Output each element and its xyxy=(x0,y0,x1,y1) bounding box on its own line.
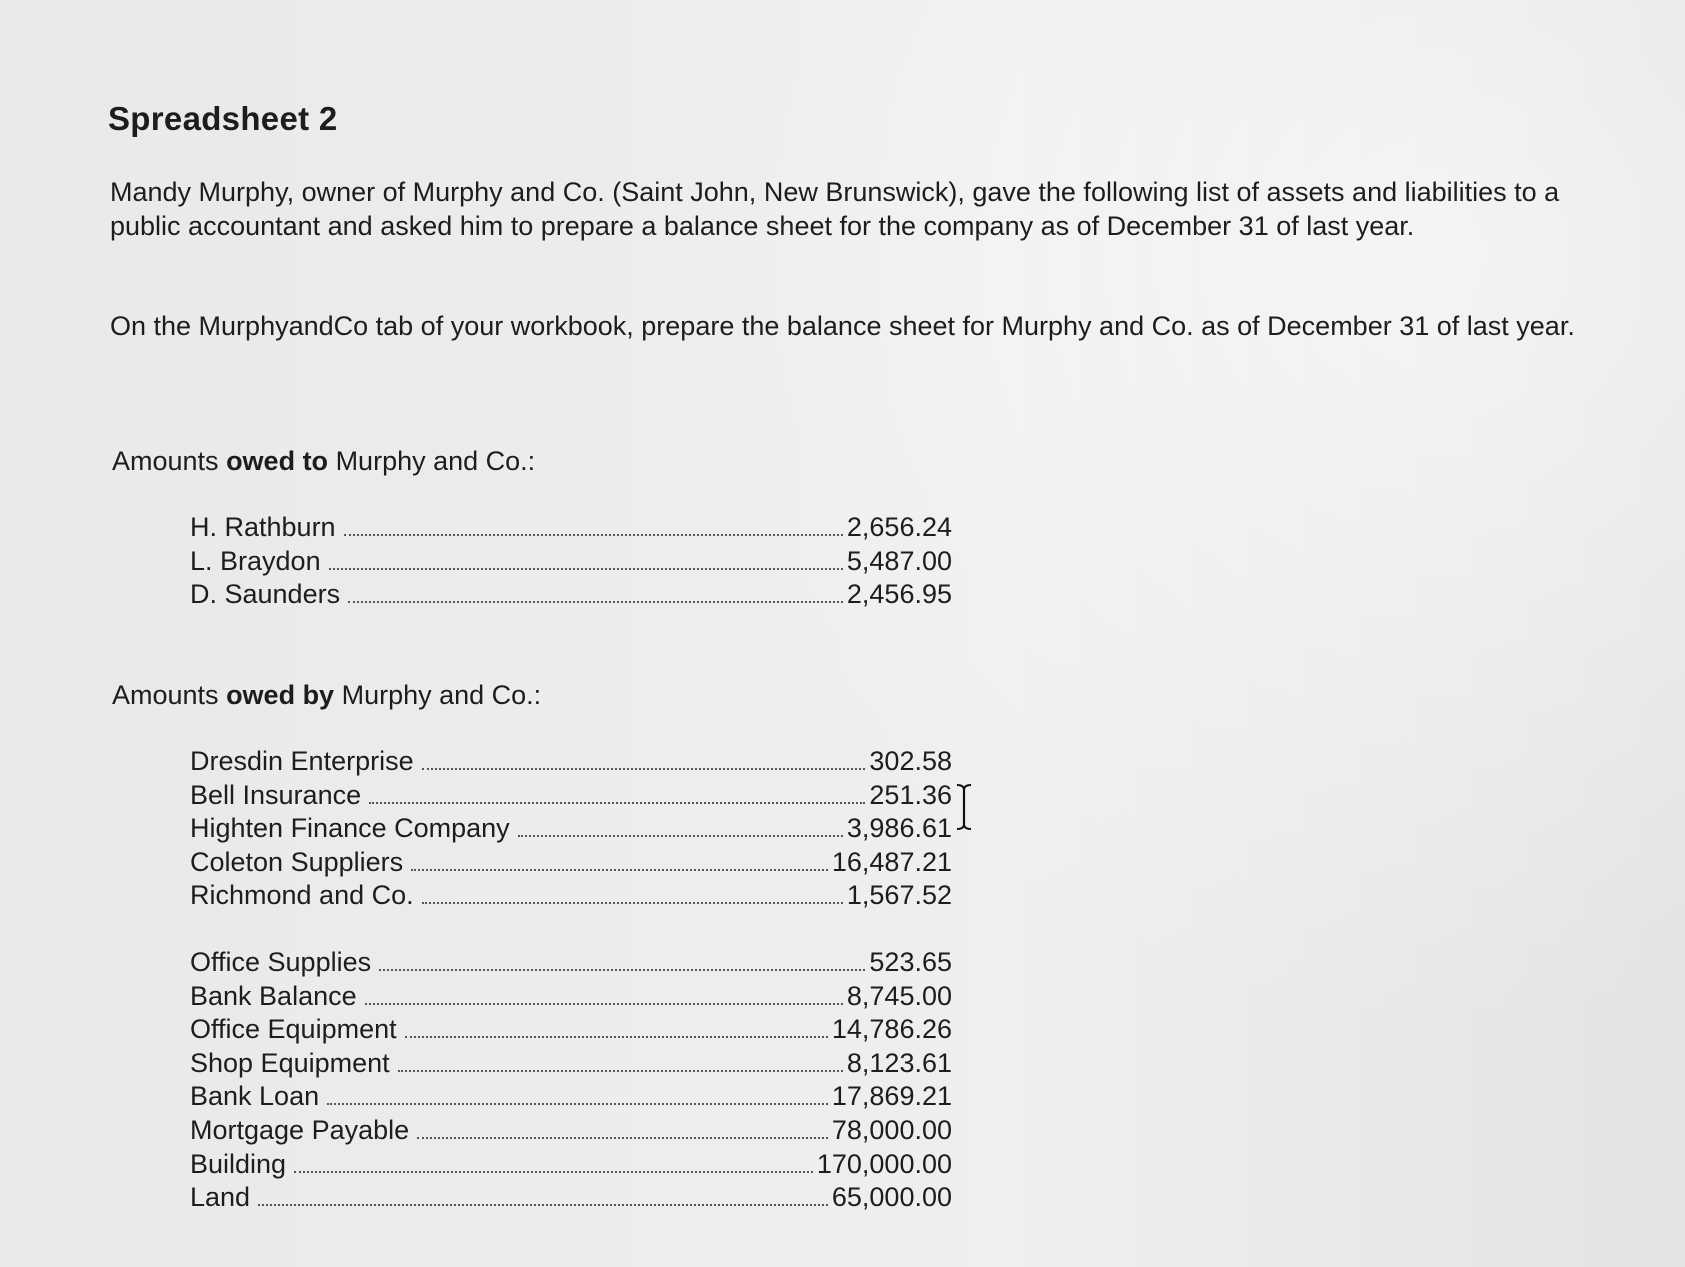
owed-to-heading-post: Murphy and Co.: xyxy=(328,446,536,476)
item-label: Richmond and Co. xyxy=(190,880,414,911)
item-amount: 8,123.61 xyxy=(846,1047,952,1078)
dot-leader xyxy=(258,1204,828,1206)
page-title: Spreadsheet 2 xyxy=(108,100,338,137)
list-item xyxy=(190,847,952,881)
owed-to-heading-pre: Amounts xyxy=(112,446,227,476)
item-label: Office Equipment xyxy=(190,1014,397,1045)
list-item xyxy=(190,1115,952,1149)
item-label: Bell Insurance xyxy=(190,779,362,810)
item-amount: 251.36 xyxy=(869,779,952,810)
list-item xyxy=(190,981,952,1015)
list-item xyxy=(190,1048,952,1082)
list-item xyxy=(190,813,952,847)
list-item xyxy=(190,880,952,914)
list-item xyxy=(190,579,952,613)
item-amount: 5,487.00 xyxy=(846,545,952,576)
list-item xyxy=(190,1014,952,1048)
item-amount: 1,567.52 xyxy=(846,880,952,911)
list-item xyxy=(190,780,952,814)
item-amount: 302.58 xyxy=(869,746,952,776)
dot-leader xyxy=(379,969,865,971)
item-amount: 17,869.21 xyxy=(831,1081,952,1112)
dot-leader xyxy=(294,1171,813,1173)
owed-to-heading xyxy=(112,446,535,477)
item-label: Bank Loan xyxy=(190,1081,320,1112)
item-amount: 16,487.21 xyxy=(831,846,952,877)
dot-leader xyxy=(422,902,843,904)
owed-by-heading-post: Murphy and Co.: xyxy=(334,680,542,710)
dot-leader xyxy=(327,1103,828,1105)
item-amount: 65,000.00 xyxy=(831,1182,952,1213)
item-amount: 2,456.95 xyxy=(846,579,952,610)
dot-leader xyxy=(398,1070,843,1072)
item-label: Highten Finance Company xyxy=(190,813,510,844)
item-amount: 523.65 xyxy=(869,947,952,977)
item-label: Office Supplies xyxy=(190,947,372,977)
dot-leader xyxy=(348,601,843,603)
list-item xyxy=(190,1182,952,1216)
text-cursor-icon xyxy=(953,782,975,832)
item-label: Mortgage Payable xyxy=(190,1114,410,1145)
instruction-paragraph: On the MurphyandCo tab of your workbook, prepare the balance sheet for Murphy and Co. as of December 31 of last year. xyxy=(110,311,1575,341)
list-item xyxy=(190,746,952,780)
owed-to-heading-bold: owed to xyxy=(226,446,329,476)
dot-leader xyxy=(411,869,828,871)
list-item xyxy=(190,546,952,580)
item-label: D. Saunders xyxy=(190,579,341,610)
owed-by-heading-pre: Amounts xyxy=(112,680,227,710)
list-item xyxy=(190,947,952,981)
dot-leader xyxy=(405,1036,828,1038)
item-amount: 14,786.26 xyxy=(831,1014,952,1045)
dot-leader xyxy=(518,835,843,837)
item-label: Shop Equipment xyxy=(190,1047,390,1078)
owed-by-heading xyxy=(112,680,541,711)
list-item xyxy=(190,1081,952,1115)
dot-leader xyxy=(365,1003,843,1005)
intro-paragraph: Mandy Murphy, owner of Murphy and Co. (Saint John, New Brunswick), gave the following list of assets and liabilities to a public accountant and asked him to prepare a balance sheet for the company as of December 31 of last year. xyxy=(110,177,1560,241)
item-amount: 3,986.61 xyxy=(846,813,952,844)
list-item xyxy=(190,512,952,546)
dot-leader xyxy=(329,568,843,570)
dot-leader xyxy=(417,1137,828,1139)
item-amount: 78,000.00 xyxy=(831,1114,952,1145)
item-label: Land xyxy=(190,1182,251,1213)
dot-leader xyxy=(422,768,866,770)
list-item xyxy=(190,1149,952,1183)
owed-to-list xyxy=(190,512,952,613)
owed-by-heading-bold: owed by xyxy=(226,680,335,710)
item-label: Building xyxy=(190,1148,287,1179)
item-label: Coleton Suppliers xyxy=(190,846,404,877)
item-amount: 170,000.00 xyxy=(816,1148,952,1179)
item-label: Bank Balance xyxy=(190,980,357,1011)
dot-leader xyxy=(344,534,843,536)
owed-by-list xyxy=(190,746,952,914)
item-label: H. Rathburn xyxy=(190,512,336,542)
dot-leader xyxy=(369,802,865,804)
other-items-list xyxy=(190,947,952,1216)
item-amount: 2,656.24 xyxy=(846,512,952,542)
item-label: L. Braydon xyxy=(190,545,321,576)
item-label: Dresdin Enterprise xyxy=(190,746,414,776)
item-amount: 8,745.00 xyxy=(846,980,952,1011)
